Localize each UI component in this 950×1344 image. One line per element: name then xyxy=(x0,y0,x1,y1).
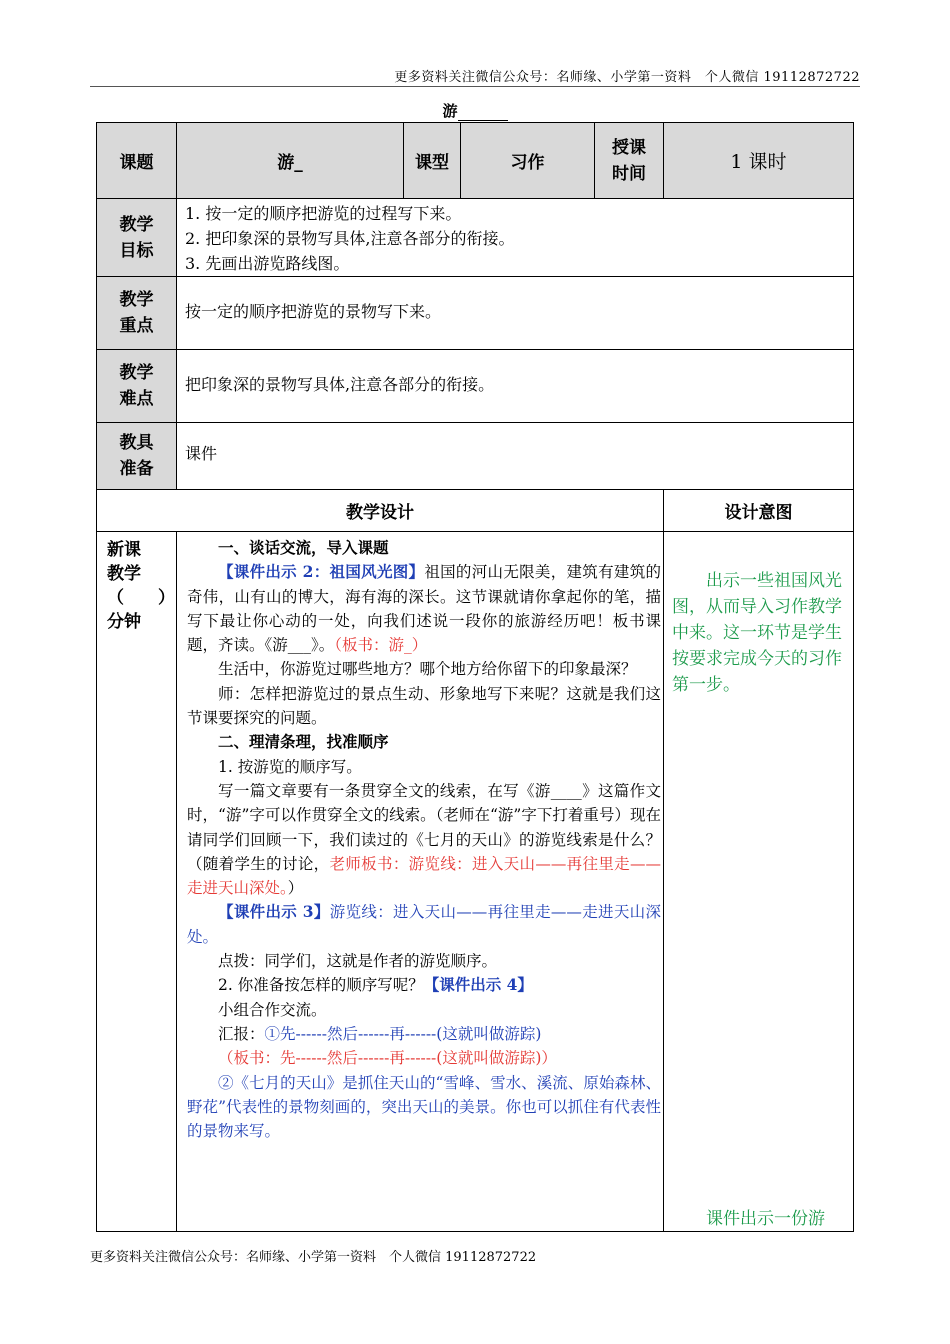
document-title xyxy=(0,100,950,121)
info-row xyxy=(97,123,854,199)
paragraph-6: 【课件出示 3】游览线：进入天山——再往里走——走进天山深处。 xyxy=(187,902,661,946)
paragraph-1: 【课件出示 2：祖国风光图】祖国的河山无限美，建筑有建筑的奇伟，山有山的博大，海有海的深长。这节课就请你拿起你的笔，描写下最让你心动的一处，向我们述说一段你的旅游经历吧！板书课题，齐读。《游___》。（板书：游_） xyxy=(187,562,661,655)
type-label: 课型 xyxy=(404,123,461,199)
paragraph-10: 汇报：①先------然后------再------(这就叫做游踪) xyxy=(218,1024,542,1043)
design-header: 教学设计 xyxy=(97,490,664,532)
design-content xyxy=(177,532,664,1232)
paragraph-11: （板书：先------然后------再------(这就叫做游踪)） xyxy=(218,1049,557,1068)
paragraph-4: 1. 按游览的顺序写。 xyxy=(218,757,362,776)
materials-label: 教具 准备 xyxy=(97,423,177,490)
paragraph-3: 师：怎样把游览过的景点生动、形象地写下来呢？这就是我们这节课要探究的问题。 xyxy=(187,684,661,728)
paragraph-9: 小组合作交流。 xyxy=(218,1000,327,1019)
lesson-plan-table xyxy=(96,122,854,1232)
goals-list xyxy=(177,199,854,277)
paragraph-5: 写一篇文章要有一条贯穿全文的线索，在写《游____》这篇作文时，“游”字可以作贯穿全文的线索。（老师在“游”字下打着重号）现在请同学们回顾一下，我们读过的《七月的天山》的游览线索是什么？（随着学生的讨论，老师板书：游览线：进入天山——再往里走——走进天山深处。） xyxy=(187,781,661,898)
title-blank xyxy=(458,106,508,121)
intent-header: 设计意图 xyxy=(664,490,854,532)
goal-item-1: 1. 按一定的顺序把游览的过程写下来。 xyxy=(185,204,462,223)
goals-label: 教学 目标 xyxy=(97,199,177,277)
materials-text: 课件 xyxy=(177,423,854,490)
paragraph-2: 生活中，你游览过哪些地方？哪个地方给你留下的印象最深？ xyxy=(218,660,637,679)
design-row xyxy=(97,532,854,1232)
paragraph-12: ②《七月的天山》是抓住天山的“雪峰、雪水、溪流、原始森林、野花”代表性的景物刻画的，突出天山的美景。你也可以抓住有代表性的景物来写。 xyxy=(187,1073,661,1141)
time-label: 授课 时间 xyxy=(595,123,664,199)
section-label: 新课 教学 （ ） 分钟 xyxy=(97,532,177,1232)
heading-2: 二、理清条理，找准顺序 xyxy=(218,732,389,752)
intent-text: 出示一些祖国风光图，从而导入习作教学中来。这一环节是学生按要求完成今天的习作第一步。 xyxy=(672,571,842,695)
page-footer: 更多资料关注微信公众号：名师缘、小学第一资料 个人微信 19112872722 xyxy=(90,1250,537,1265)
time-value: 1 课时 xyxy=(664,123,854,199)
goal-item-2: 2. 把印象深的景物写具体,注意各部分的衔接。 xyxy=(185,229,515,248)
design-header-row xyxy=(97,490,854,532)
difficulties-label: 教学 难点 xyxy=(97,350,177,423)
header-rule xyxy=(90,86,860,87)
key-points-row xyxy=(97,277,854,350)
topic-label: 课题 xyxy=(97,123,177,199)
heading-1: 一、谈话交流，导入课题 xyxy=(218,538,389,557)
type-value: 习作 xyxy=(461,123,595,199)
materials-row xyxy=(97,423,854,490)
difficulties-row xyxy=(97,350,854,423)
title-prefix: 游 xyxy=(442,102,458,120)
topic-value: 游_ xyxy=(177,123,404,199)
goal-item-3: 3. 先画出游览路线图。 xyxy=(185,254,350,273)
paragraph-8: 2. 你准备按怎样的顺序写呢？【课件出示 4】 xyxy=(218,975,533,995)
goals-row xyxy=(97,199,854,277)
key-points-text: 按一定的顺序把游览的景物写下来。 xyxy=(177,277,854,350)
key-points-label: 教学 重点 xyxy=(97,277,177,350)
intent-content xyxy=(664,532,854,1232)
difficulties-text: 把印象深的景物写具体,注意各部分的衔接。 xyxy=(177,350,854,423)
page-header: 更多资料关注微信公众号：名师缘、小学第一资料 个人微信 19112872722 xyxy=(394,70,860,85)
paragraph-7: 点拨：同学们，这就是作者的游览顺序。 xyxy=(218,952,498,971)
intent-tail: 课件出示一份游 xyxy=(706,1209,825,1229)
